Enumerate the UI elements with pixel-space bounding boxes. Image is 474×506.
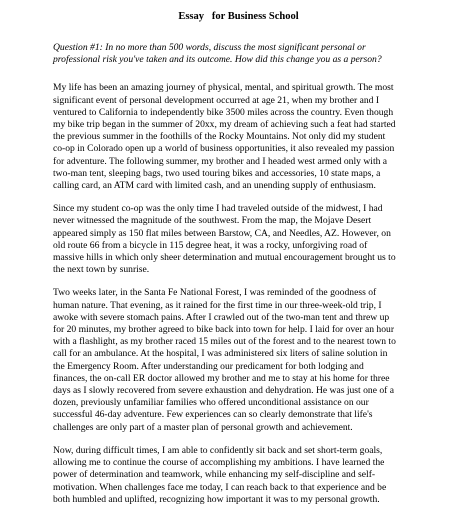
paragraph-line: My life has been an amazing journey of physical, mental, and spiritual growth. The most	[53, 82, 394, 94]
paragraph-line: awoke with severe stomach pains. After I crawled out of the two-man tent and threw up	[53, 311, 390, 323]
paragraph-line: calling card, an ATM card with limited cash, and an unending supply of enthusiasm.	[53, 180, 376, 192]
paragraph-line: challenges are only part of a master plan of personal growth and achievement.	[53, 421, 353, 433]
paragraph-line: two-man tent, sleeping bags, two used touring bikes and accessories, 10 state maps, a	[53, 167, 381, 179]
paragraph-line: for adventure. The following summer, my brother and I headed west armed only with a	[53, 155, 388, 167]
paragraph-line: Two weeks later, in the Santa Fe National Forest, I was reminded of the goodness of	[53, 287, 377, 299]
paragraph-line: finances, the on-call ER doctor allowed my brother and me to stay at his home for three	[53, 372, 390, 384]
paragraph-1	[53, 82, 424, 192]
paragraph-line: never witnessed the magnitude of the southwest. From the map, the Mojave Desert	[53, 215, 372, 227]
paragraph-line: motivation. When challenges face me today, I can reach back to that experience and be	[53, 481, 387, 493]
paragraph-line: Now, during difficult times, I am able to confidently sit back and set short-term goals,	[53, 444, 383, 456]
paragraph-4	[53, 445, 424, 506]
paragraph-line: allowing me to continue the course of accomplishing my ambitions. I have learned the	[53, 457, 385, 469]
paragraph-line: significant event of personal development occurred at age 21, when my brother and I	[53, 94, 380, 106]
paragraph-2	[53, 203, 424, 276]
paragraph-line: dozen, previously unfamiliar families who offered unconditional assistance on our	[53, 397, 369, 409]
paragraph-line: appeared simply as 150 flat miles between Barstow, CA, and Needles, AZ. However, on	[53, 227, 391, 239]
paragraph-line: co-op in Colorado open up a world of business opportunities, it also revealed my passion	[53, 143, 395, 155]
question-line: Question #1: In no more than 500 words, discuss the most significant personal or	[53, 42, 366, 53]
paragraph-line: power of determination and teamwork, while enhancing my self-discipline and self-	[53, 469, 376, 481]
paragraph-line: for 20 minutes, my brother agreed to bike back into town for help. I laid for over an hour	[53, 324, 395, 336]
paragraph-line: the next town by sunrise.	[53, 264, 150, 276]
paragraph-line: successful 46-day adventure. Few experiences can so clearly demonstrate that life's	[53, 409, 373, 421]
paragraph-line: the previous summer in the foothills of the Rocky Mountains. Not only did my student	[53, 131, 386, 143]
essay-question	[53, 42, 424, 66]
paragraph-line: ventured to California to independently bike 3500 miles across the country. Even though	[53, 106, 394, 118]
paragraph-line: my bike trip began in the summer of 20xx, my dream of achieving such a feat had started	[53, 119, 396, 131]
paragraph-line: with a flashlight, as my brother raced 15 miles out of the forest and to the nearest town to	[53, 336, 396, 348]
paragraph-line: both humbled and uplifted, recognizing how important it was to my personal growth.	[53, 493, 380, 505]
document-title: Essay for Business School	[178, 11, 299, 22]
paragraph-line: human nature. That evening, as it rained for the first time in our three-week-old trip, I	[53, 299, 382, 311]
question-line: professional risk you've taken and its outcome. How did this change you as a person?	[53, 54, 382, 66]
paragraph-line: Since my student co-op was the only time I had traveled outside of the midwest, I had	[53, 203, 383, 215]
paragraph-line: call for an ambulance. At the hospital, I was administered six liters of saline solution in	[53, 348, 388, 360]
paragraph-3	[53, 287, 424, 433]
paragraph-line: old route 66 from a bicycle in 115 degree heat, it was a rocky, unforgiving road of	[53, 239, 368, 251]
paragraph-line: massive hills in which only sheer determination and mutual encouragement brought us to	[53, 252, 396, 264]
paragraph-line: days as I slowly recovered from severe exhaustion and dehydration. He was just one of a	[53, 385, 395, 397]
paragraph-line: the Emergency Room. After understanding our predicament for both lodging and	[53, 360, 364, 372]
